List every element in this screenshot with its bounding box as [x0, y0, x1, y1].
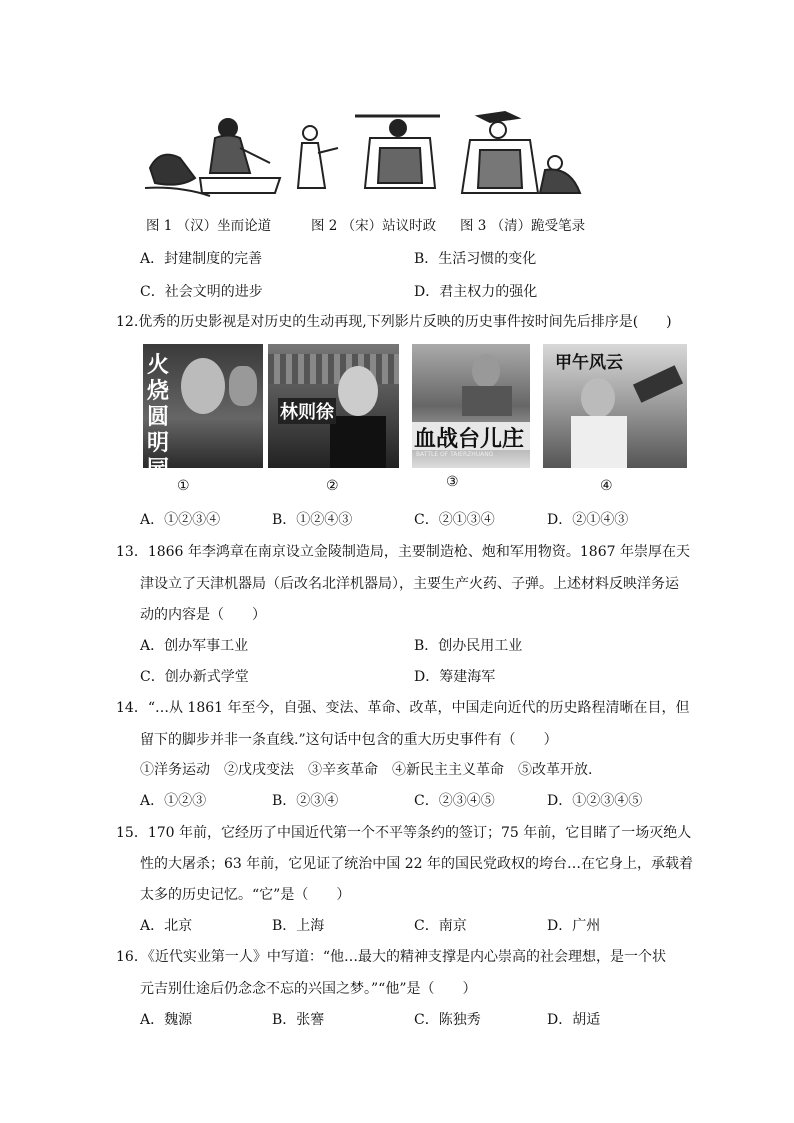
q12-option-c[interactable]: C．②①③④ — [414, 512, 495, 528]
q15-option-d[interactable]: D．广州 — [547, 918, 601, 934]
q16-option-a[interactable]: A．魏源 — [140, 1012, 193, 1028]
poster4-face — [581, 378, 615, 418]
q12-stem: 12.优秀的历史影视是对历史的生动再现,下列影片反映的历史事件按时间先后排序是( ) — [116, 314, 672, 330]
q14-stem-line1: 14．“…从 1861 年至今，自强、变法、革命、改革，中国走向近代的历史路程清晰在目，但 — [116, 700, 690, 716]
poster3-face — [472, 354, 500, 388]
poster3-subtitle: BATTLE OF TAIERZHUANG — [416, 451, 494, 458]
q16-stem-line1: 16．《近代实业第一人》中写道：“他…最大的精神支撑是内心崇高的社会理想，是一个状 — [116, 949, 666, 965]
q13-option-b[interactable]: B．创办民用工业 — [414, 638, 523, 654]
fig3-caption: 图 3 （清）跪受笔录 — [460, 218, 586, 234]
poster2-crowd — [268, 354, 399, 384]
q15-option-b[interactable]: B．上海 — [272, 918, 325, 934]
q12-option-a[interactable]: A．①②③④ — [140, 512, 221, 528]
poster3-number: ③ — [446, 474, 459, 490]
poster2-title: 林则徐 — [278, 398, 336, 424]
q14-stem-line2: 留下的脚步并非一条直线.”这句话中包含的重大历史事件有（ ） — [140, 732, 558, 748]
poster1-figure — [229, 366, 257, 406]
poster1-face — [181, 358, 225, 414]
q11-option-d[interactable]: D．君主权力的强化 — [414, 284, 538, 300]
fig1-drawing — [145, 119, 280, 196]
fig1-caption: 图 1 （汉）坐而论道 — [146, 218, 272, 234]
q14-items: ①洋务运动 ②戊戌变法 ③辛亥革命 ④新民主主义革命 ⑤改革开放. — [140, 762, 593, 778]
poster1-number: ① — [177, 478, 190, 494]
q14-option-a[interactable]: A．①②③ — [140, 793, 207, 809]
q16-option-c[interactable]: C．陈独秀 — [414, 1012, 481, 1028]
q15-stem-line3: 太多的历史记忆。“它”是（ ） — [140, 887, 351, 903]
q15-option-a[interactable]: A．北京 — [140, 918, 193, 934]
poster-4 — [543, 344, 687, 468]
q13-option-a[interactable]: A．创办军事工业 — [140, 638, 249, 654]
q15-stem-line1: 15．170 年前，它经历了中国近代第一个不平等条约的签订；75 年前，它目睹了一场灭绝人 — [116, 825, 692, 841]
poster4-number: ④ — [600, 478, 613, 494]
q16-option-d[interactable]: D．胡适 — [547, 1012, 601, 1028]
q12-option-d[interactable]: D．②①④③ — [547, 512, 629, 528]
poster2-face — [338, 366, 378, 416]
q13-option-d[interactable]: D．筹建海军 — [414, 669, 496, 685]
q13-stem-line3: 动的内容是（ ） — [140, 607, 266, 623]
fig2-drawing — [298, 116, 440, 188]
poster4-title: 甲午风云 — [555, 353, 623, 373]
q15-stem-line2: 性的大屠杀；63 年前，它见证了统治中国 22 年的国民党政权的垮台…在它身上，承载着 — [140, 856, 693, 872]
q11-illustrations — [140, 108, 590, 203]
poster4-cannon — [633, 365, 683, 403]
poster3-title: 血战台儿庄 — [414, 426, 525, 452]
q15-option-c[interactable]: C．南京 — [414, 918, 467, 934]
q11-option-b[interactable]: B．生活习惯的变化 — [414, 251, 537, 267]
q16-option-b[interactable]: B．张謇 — [272, 1012, 325, 1028]
fig3-drawing — [462, 112, 580, 193]
q11-option-a[interactable]: A．封建制度的完善 — [140, 251, 263, 267]
poster1-title: 火烧圆明园 — [147, 352, 170, 482]
q16-stem-line2: 元吉别仕途后仍念念不忘的兴国之梦。”“他”是（ ） — [140, 981, 477, 997]
q13-option-c[interactable]: C．创办新式学堂 — [140, 669, 249, 685]
q13-stem-line1: 13．1866 年李鸿章在南京设立金陵制造局，主要制造枪、炮和军用物资。1867 年崇厚在天 — [116, 544, 690, 560]
poster2-number: ② — [326, 478, 339, 494]
poster-2 — [268, 344, 399, 468]
poster4-robe — [571, 416, 627, 468]
q12-option-b[interactable]: B．①②④③ — [272, 512, 353, 528]
fig2-caption: 图 2 （宋）站议时政 — [311, 218, 437, 234]
q14-option-c[interactable]: C．②③④⑤ — [414, 793, 495, 809]
poster-1 — [143, 344, 263, 482]
poster2-robe — [330, 416, 386, 468]
q13-stem-line2: 津设立了天津机器局（后改名北洋机器局），主要生产火药、子弹。上述材料反映洋务运 — [140, 576, 679, 592]
poster3-uniform — [462, 386, 512, 416]
poster-3 — [412, 344, 530, 468]
q14-option-b[interactable]: B．②③④ — [272, 793, 339, 809]
q14-option-d[interactable]: D．①②③④⑤ — [547, 793, 643, 809]
q11-option-c[interactable]: C．社会文明的进步 — [140, 284, 263, 300]
